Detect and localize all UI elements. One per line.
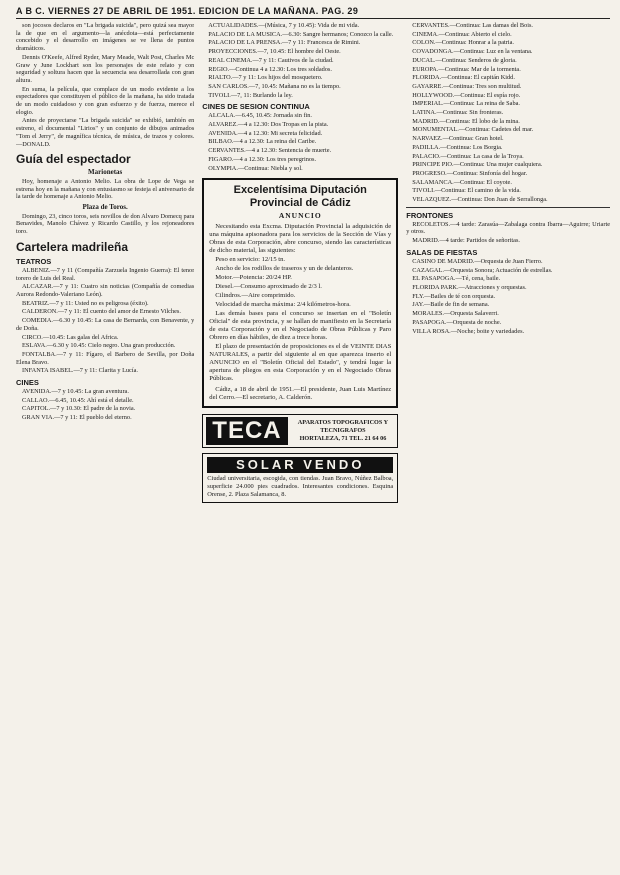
column-middle [202,22,398,872]
diputacion-title: Excelentísima Diputación Provincial de Cádiz [233,184,367,210]
salas-fiestas-heading: SALAS DE FIESTAS [406,247,478,257]
diputacion-footer: Cádiz, a 18 de abril de 1951.—El presidente, Juan Luis Martínez del Cerro.—El secretario, A. Calderón. [209,385,392,401]
solar-text: Ciudad universitaria, escogida, con tiendas. Juan Bravo, Núñez Balboa, superficie 24.000 pies cuadrados. Interesantes condiciones. Esquina Orense, 2. Plaza Salamanca, 8. [207,474,394,498]
listing-entry: FIGARO.—4 a 12.30: Los tres peregrinos. [208,155,317,163]
listing-entry: EL PASAPOGA.—Té, cena, baile. [412,275,501,283]
listing-entry: CASINO DE MADRID.—Orquesta de Juan Fierro. [412,257,543,265]
listing-entry: BILBAO.—4 a 12.30: La reina del Caribe. [208,138,317,146]
listing-entry: CERVANTES.—Continua: Las damas del Bois. [412,22,533,29]
film-review-text [16,22,194,148]
listing-entry: MONUMENTAL.—Continua: Cadetes del mar. [412,126,534,134]
paragraph: Antes de proyectarse "La brigada suicida" se exhibió, también en estreno, el documental "Lirios" y un conjunto de dibujos animados "Tom el Jerry", de magnífica técnica, de música, de trazos y colores.—DONALD. [16,117,195,148]
listing-entry: LATINA.—Continua: Sin fronteras. [412,109,504,117]
diputacion-subtitle: ANUNCIO [278,211,322,221]
salas-fiestas-list [406,258,610,335]
listing-entry: EUROPA.—Continua: Mar de la tormenta. [412,65,521,73]
guia-list [16,169,194,236]
listing-entry: PADILLA.—Continua: Los Borgia. [412,143,503,151]
listing-entry: RECOLETOS.—4 tarde: Zarasúa—Zabalaga contra Ibarra—Aguirre; Uriarte y otros. [406,220,610,236]
notice-paragraph: El plazo de presentación de proposiciones es el de VEINTE DIAS NATURALES, a partir del siguiente al en que aparezca inserto el ANUNCIO en el "Boletín Oficial del Estado", y tendrá lugar la apertura de pliegos en esta Corporación y en el Negociado Obras Públicas. [209,342,392,382]
teca-line2: HORTALEZA, 71 TEL. 21 64 06 [299,434,387,442]
teatros-list [16,267,194,375]
listing-entry: ESLAVA.—6.30 y 10.45: Cielo negro. Una gran producción. [22,342,176,350]
listing-entry: FLY.—Bailes de té con orquesta. [412,292,496,300]
notice-paragraph: Velocidad de marcha máxima: 2/4 kilómetros-hora. [215,300,351,308]
listing-entry: JAY.—Baile de fin de semana. [412,301,490,309]
listing-entry: ALVAREZ.—4 a 12.30: Dos Tropas en la pista. [208,121,329,129]
page-header: A B C. VIERNES 27 DE ABRIL DE 1951. EDICION DE LA MAÑANA. PAG. 29 [16,6,610,19]
listing-entry: FONTALBA.—7 y 11: Fígaro, el Barbero de Sevilla, por Doña Elena Bravo. [16,350,195,366]
teca-logo: TECA [206,417,287,445]
paragraph: son jocosos declaros en "La brigada suicida", pero quizá sea mayor la de que en el argumento—la anécdota—está perfectamente concebido y el desarrollo en imágenes se ve llena de puntos dramáticos. [16,22,195,53]
notice-paragraph: Necesitando esta Excma. Diputación Provincial la adquisición de una máquina apisonadora para los servicios de la Sección de Vías y Obras de esta Corporación, abre concurso, siendo las características de dicho material, las siguientes: [209,222,392,254]
paragraph: En suma, la película, que complace de un modo evidente a los espectadores que constituyen el público de la mañana, ha sido tratada de un modo cuidadoso y con gran esfuerzo y de fuerza, merece el elogio. [16,85,195,116]
listing-entry: PALACIO DE LA PRENSA.—7 y 11: Francesca de Rimini. [208,39,361,47]
listing-entry: DUCAL.—Continua: Senderos de gloria. [412,56,517,64]
listing-entry: CERVANTES.—4 a 12.30: Sentencia de muerte. [208,147,332,155]
teca-text [288,419,395,443]
notice-paragraph: Peso en servicio: 12/15 tn. [215,255,286,263]
listing-entry: TIVOLI.—7, 11: Burlando la ley. [208,91,293,99]
cines-heading: CINES [16,378,39,388]
listing-entry: ALCALA.—6.45, 10.45: Jornada sin fin. [208,112,313,120]
listing-entry: SAN CARLOS.—7, 10.45: Mañana no es la tiempo. [208,82,341,90]
paragraph: Dennis O'Keefe, Alfred Ryder, Mary Meade, Walt Post, Charles Mc Graw y June Lockhart son los personajes de este relato y con seguridad y soltura hacen que la secuencia sea desarrollada con gran altura. [16,53,195,84]
listing-entry: VILLA ROSA.—Noche; boite y variedades. [412,327,525,335]
listing-entry: NARVAEZ.—Continua: Gran hotel. [412,135,504,143]
listing-entry: PALACIO DE LA MUSICA.—6.30: Sangre hermanos; Conozco la calle. [208,30,394,38]
teca-line1: APARATOS TOPOGRAFICOS Y TECNIGRAFOS [297,418,389,434]
listing-entry: CIRCO.—10.45: Las galas del Africa. [22,333,119,341]
listing-entry: PASAPOGA.—Orquesta de noche. [412,318,502,326]
notice-paragraph: Ancho de los rodillos de traseros y un de delanteros. [215,264,354,272]
listing-entry: PALACIO.—Continua: La casa de la Troya. [412,152,524,160]
notice-paragraph: Cilindros.—Aire comprimido. [215,291,296,299]
divider [406,207,610,208]
solar-ad [202,453,398,503]
guia-subheading: Plaza de Toros. [82,203,128,212]
diputacion-body [209,223,391,383]
columns [16,22,610,872]
teca-ad [202,414,398,448]
listing-entry: CAPITOL.—7 y 10.30: El padre de la novia. [22,405,136,413]
listing-entry: FLORIDA.—Continua: El capitán Kidd. [412,74,515,82]
listing-entry: CALLAO.—6.45, 10.45: Ahí está el detalle. [22,396,134,404]
guia-heading: Guía del espectador [16,152,131,167]
listing-entry: COLON.—Continua: Honrar a la patria. [412,39,515,47]
listing-entry: FLORIDA PARK.—Atracciones y orquestas. [412,283,527,291]
sesion-continua-heading: CINES DE SESION CONTINUA [202,102,310,112]
teatros-heading: TEATROS [16,256,52,266]
notice-paragraph: Motor.—Potencia: 20/24 HP. [215,273,292,281]
listing-entry: PRINCIPE PIO.—Continua: Una mujer cualquiera. [412,161,543,169]
sesion-continua-list [202,112,398,172]
cinema-list [202,22,398,99]
listing-entry: CAZAGAL.—Orquesta Sonora; Actuación de estrellas. [412,266,553,274]
listing-entry: SALAMANCA.—Continua: El coyote. [412,178,512,186]
diputacion-notice [202,178,398,408]
listing-entry: MORALES.—Orquesta Salaverri. [412,310,499,318]
listing-entry: COVADONGA.—Continua: Luz en la ventana. [412,48,533,56]
listing-entry: OLYMPIA.—Continua: Niebla y sol. [208,164,303,172]
guia-subheading: Marionetas [88,168,123,177]
frontones-list [406,221,610,245]
solar-title: SOLAR VENDO [207,457,393,473]
listing-entry: GRAN VIA.—7 y 11: El pueblo del eterno. [22,414,132,422]
listing-entry: INFANTA ISABEL.—7 y 11: Clarita y Lucía. [22,367,138,375]
listing-entry: VELAZQUEZ.—Continua: Don Juan de Serrallonga. [412,196,548,204]
listing-entry: RIALTO.—7 y 11: Los hijos del mosquetero. [208,74,323,82]
column-right [406,22,610,872]
listing-entry: AVENIDA.—7 y 10.45: La gran aventura. [22,388,129,396]
listing-entry: HOLLYWOOD.—Continua: El espía rojo. [412,91,521,99]
listing-entry: TIVOLI.—Continua: El camino de la vida. [412,187,521,195]
listing-entry: MADRID.—Continua: El lobo de la mina. [412,117,520,125]
listing-entry: AVENIDA.—4 a 12.30: Mi secreta felicidad. [208,129,323,137]
listing-entry: MADRID.—4 tarde: Partidos de señoritas. [412,237,520,245]
cinema-continua-list [406,22,610,204]
listing-entry: IMPERIAL.—Continua: La reina de Saba. [412,100,520,108]
notice-paragraph: Diesel.—Consumo aproximado de 2/3 l. [215,282,322,290]
column-left [16,22,194,872]
listing-entry: PROGRESO.—Continua: Sinfonía del hogar. [412,169,528,177]
listing-entry: PROYECCIONES.—7, 10.45: El hombre del Oeste. [208,48,341,56]
listing-entry: CINEMA.—Continua: Abierto el cielo. [412,30,512,38]
listing-entry: ACTUALIDADES.—(Música, 7 y 10.45): Vida de mi vida. [208,22,360,29]
frontones-heading: FRONTONES [406,210,454,220]
listing-entry: REAL CINEMA.—7 y 11: Cautivos de la ciudad. [208,56,334,64]
listing-entry: ALBENIZ.—7 y 11 (Compañía Zarzuela Ingenio Guerra): El tenor torero de Luis del Real. [16,266,195,282]
listing-entry: GAYARRE.—Continua: Tres son multitud. [412,82,522,90]
cines-list [16,388,194,422]
listing-entry: REGIO.—Continua 4 a 12.30: Los tres soldados. [208,65,332,73]
guia-paragraph: Domingo, 23, cinco toros, seis novillos de don Alvaro Domecq para Benavides, Manolo Chávez y Ricardo Castillo, y los rejoneadores toro. [16,212,195,236]
listing-entry: COMEDIA.—6.30 y 10.45: La casa de Bernarda, con Benavente, y de Doña. [16,317,195,332]
notice-paragraph: Las demás bases para el concurso se insertan en el "Boletín Oficial" de esta provincia, y se hallan de manifiesto en la Secretaría de esta Corporación y en el Negociado de Obras Públicas y Paro Obrero en días hábiles, de diez a trece horas. [209,309,392,341]
cartelera-heading: Cartelera madrileña [16,239,129,254]
listing-entry: ALCAZAR.—7 y 11: Cuatro sin noticias (Compañía de comedias Aurora Redondo-Valeriano León). [16,283,195,298]
listing-entry: CALDERON.—7 y 11: El cuento del amor de Ernesto Vilches. [22,308,181,316]
guia-paragraph: Hoy, homenaje a Antonio Melio. La obra de Lope de Vega se estrena hoy en la mañana y con entusiasmo se festeja el aniversario de la tarde de homenaje a Antonio Melio. [16,177,195,201]
listing-entry: BEATRIZ.—7 y 11: Usted no es peligrosa (éxito). [22,299,149,307]
